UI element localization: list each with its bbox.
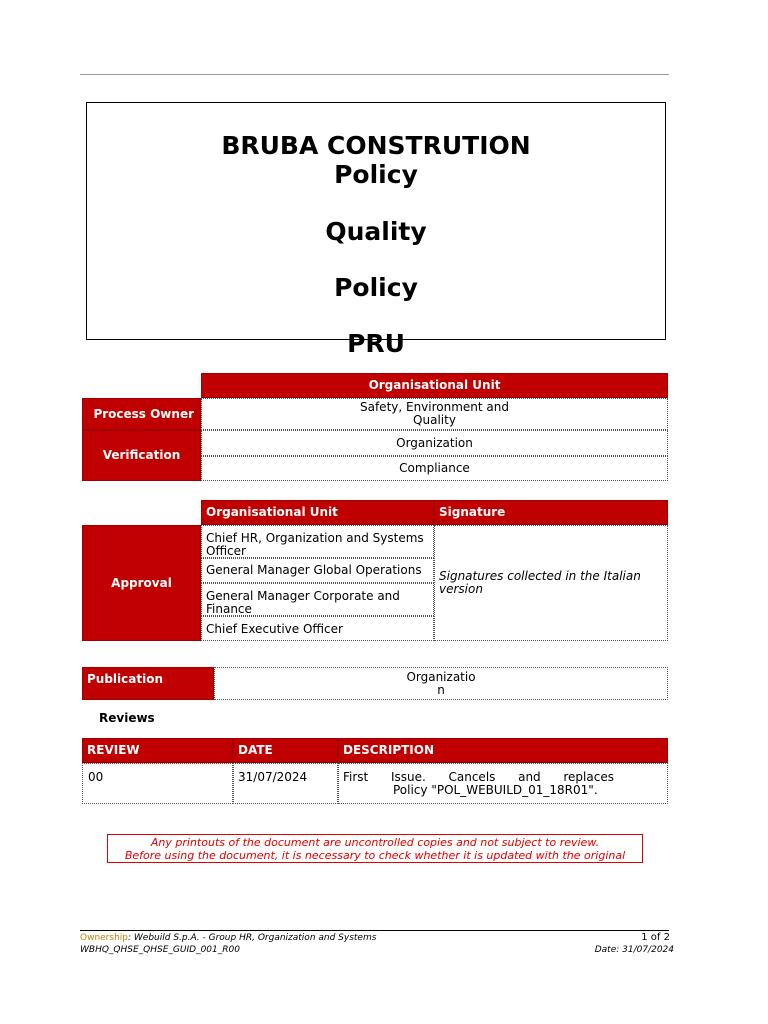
description-cell bbox=[338, 763, 668, 804]
notice-line1: Any printouts of the document are uncontrolled copies and not subject to review. bbox=[150, 836, 600, 849]
verification-organization bbox=[201, 430, 668, 456]
review-value: 00 bbox=[88, 770, 104, 784]
approval-label bbox=[82, 525, 201, 641]
footer-page-number: 1 of 2 bbox=[641, 932, 670, 943]
date-value: 31/07/2024 bbox=[238, 770, 308, 784]
approval-unit-row bbox=[201, 525, 434, 558]
description-line2: Policy "POL_WEBUILD_01_18R01". bbox=[393, 783, 598, 797]
signature-line2: version bbox=[439, 582, 483, 596]
publication-value bbox=[214, 667, 668, 700]
org-unit-header-text: Organisational Unit bbox=[368, 378, 501, 392]
verification-organization-text: Organization bbox=[396, 435, 473, 450]
description-word: Issue. bbox=[390, 770, 426, 784]
reviews-label: Reviews bbox=[99, 711, 155, 725]
approval-unit-header-text: Organisational Unit bbox=[206, 505, 338, 519]
title-policy: Policy bbox=[334, 160, 418, 189]
approval-unit-row bbox=[201, 558, 434, 583]
footer-date: Date: 31/07/2024 bbox=[594, 945, 674, 955]
signature-cell bbox=[434, 525, 668, 641]
review-col-header-text: REVIEW bbox=[87, 743, 140, 757]
verification-label-text: Verification bbox=[102, 448, 181, 462]
approval-unit-line: Finance bbox=[206, 602, 252, 616]
title-policy-2: Policy bbox=[334, 273, 418, 302]
description-word: replaces bbox=[563, 770, 614, 784]
description-word: First bbox=[343, 770, 369, 784]
approval-unit-row bbox=[201, 616, 434, 641]
verification-label bbox=[82, 430, 201, 481]
uncontrolled-copy-notice bbox=[107, 834, 643, 863]
title-code: PRU bbox=[347, 329, 405, 358]
process-owner-label bbox=[82, 398, 201, 430]
notice-line2: Before using the document, it is necessary to check whether it is updated with the original bbox=[124, 849, 626, 862]
approval-unit-line: Chief HR, Organization and Systems bbox=[206, 531, 424, 545]
process-owner-value bbox=[201, 398, 668, 430]
approval-unit-line: General Manager Corporate and bbox=[206, 589, 400, 603]
description-word: and bbox=[518, 770, 541, 784]
ownership-value: : Webuild S.p.A. - Group HR, Organization and Systems bbox=[128, 933, 377, 943]
title-box bbox=[86, 102, 666, 358]
signature-line1: Signatures collected in the Italian bbox=[439, 569, 641, 583]
date-cell bbox=[233, 763, 338, 804]
verification-compliance-text: Compliance bbox=[399, 461, 470, 475]
top-rule bbox=[80, 74, 669, 75]
footer-rule bbox=[80, 930, 669, 931]
publication-label bbox=[82, 667, 214, 700]
org-unit-header bbox=[201, 373, 668, 398]
approval-unit-line: Officer bbox=[206, 544, 246, 558]
description-col-header-text: DESCRIPTION bbox=[343, 743, 435, 757]
process-owner-label-text: Process Owner bbox=[93, 406, 194, 421]
description-col-header bbox=[338, 738, 668, 763]
approval-unit-line: Chief Executive Officer bbox=[206, 622, 343, 636]
description-word: Cancels bbox=[448, 770, 496, 784]
footer-ownership bbox=[80, 933, 376, 944]
publication-value-line2: n bbox=[437, 682, 445, 697]
approval-unit-header bbox=[201, 500, 434, 525]
review-cell bbox=[82, 763, 233, 804]
date-col-header bbox=[233, 738, 338, 763]
approval-unit-row bbox=[201, 583, 434, 616]
signature-header bbox=[434, 500, 668, 525]
verification-compliance bbox=[201, 456, 668, 481]
publication-value-line1: Organizatio bbox=[406, 669, 476, 684]
process-owner-line1: Safety, Environment and bbox=[359, 400, 510, 414]
approval-unit-line: General Manager Global Operations bbox=[206, 563, 422, 577]
date-col-header-text: DATE bbox=[238, 743, 273, 757]
approval-label-text: Approval bbox=[111, 575, 172, 590]
title-quality: Quality bbox=[325, 217, 427, 246]
publication-label-text: Publication bbox=[87, 672, 164, 686]
signature-header-text: Signature bbox=[439, 505, 506, 519]
review-col-header bbox=[82, 738, 233, 763]
process-owner-line2: Quality bbox=[413, 413, 456, 427]
footer-doc-code: WBHQ_QHSE_QHSE_GUID_001_R00 bbox=[80, 945, 240, 955]
title-company: BRUBA CONSTRUTION bbox=[221, 131, 531, 160]
ownership-label: Ownership bbox=[80, 933, 128, 943]
